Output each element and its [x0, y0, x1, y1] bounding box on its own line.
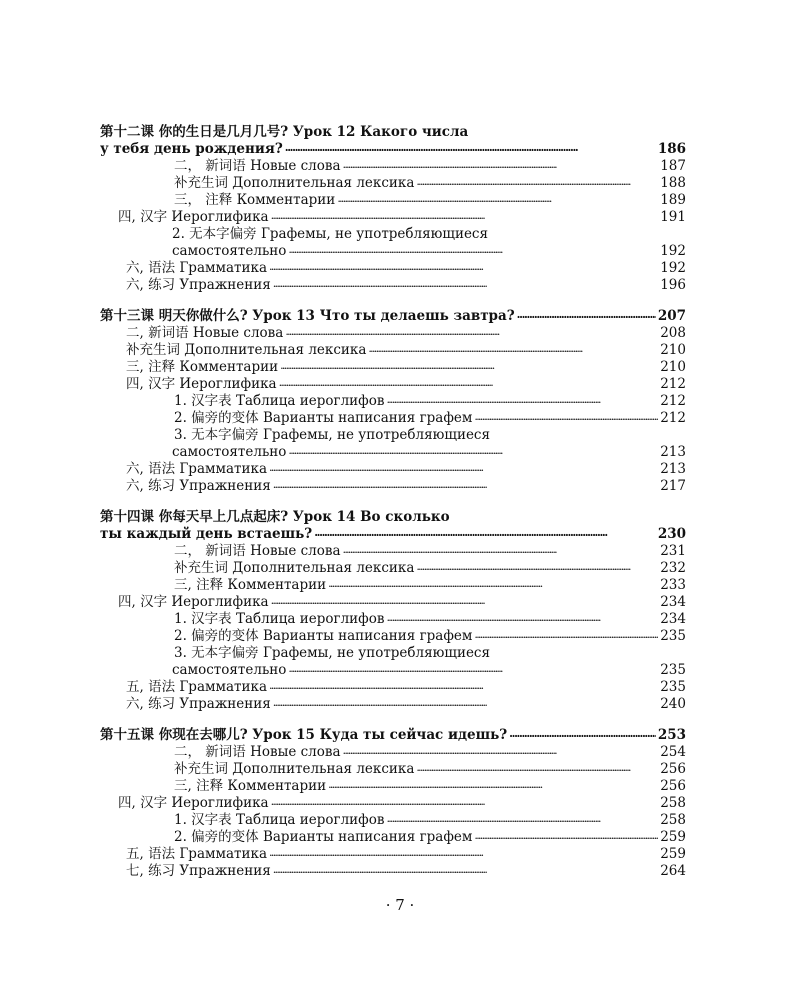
dot-leader [288, 243, 658, 255]
toc-entry-title: 三, 注释 Комментарии [174, 577, 327, 593]
toc-heading-row[interactable] [100, 308, 686, 325]
toc-entry-title: 二， 新词语 Новые слова [174, 158, 341, 174]
toc-entry-title: самостоятельно [172, 243, 287, 259]
dot-leader [273, 478, 658, 490]
toc-entry-row[interactable] [100, 243, 686, 260]
toc-entry-row[interactable] [100, 611, 686, 628]
dot-leader [328, 778, 658, 790]
toc-entry-title: 3. 无本字偏旁 Графемы, не употребляющиеся [174, 427, 491, 443]
toc-entry-row[interactable] [100, 696, 686, 713]
lesson-section [100, 124, 686, 294]
toc-entry-title: 三, 注释 Комментарии [126, 359, 279, 375]
dot-leader [288, 444, 658, 456]
dot-leader [288, 662, 658, 674]
toc-entry-row[interactable] [100, 478, 686, 495]
toc-entry-row[interactable] [100, 325, 686, 342]
toc-page-number: 210 [660, 359, 686, 375]
toc-page-number: 192 [660, 243, 686, 259]
toc-entry-row[interactable] [100, 577, 686, 594]
toc-page-number: 212 [660, 393, 686, 409]
toc-page-number: 234 [660, 611, 686, 627]
toc-entry-row[interactable] [100, 829, 686, 846]
toc-entry-row[interactable] [100, 226, 686, 243]
toc-entry-title: 五, 语法 Грамматика [126, 846, 268, 862]
toc-entry-title: 第十三课 明天你做什么? Урок 13 Что ты делаешь завтра? [100, 308, 515, 324]
toc-page-number: 259 [660, 829, 686, 845]
toc-entry-title: 第十五课 你现在去哪儿? Урок 15 Куда ты сейчас идешь? [100, 727, 508, 743]
toc-entry-row[interactable] [100, 778, 686, 795]
toc-entry-row[interactable] [100, 543, 686, 560]
toc-entry-title: 第十二课 你的生日是几月几号? Урок 12 Какого числа [100, 124, 469, 140]
toc-page-number: 264 [660, 863, 686, 879]
toc-entry-row[interactable] [100, 594, 686, 611]
toc-entry-title: 1. 汉字表 Таблица иероглифов [174, 812, 385, 828]
dot-leader [271, 594, 659, 606]
toc-entry-row[interactable] [100, 410, 686, 427]
toc-page-number: 254 [660, 744, 686, 760]
dot-leader [273, 277, 658, 289]
toc-page-number: 189 [660, 192, 686, 208]
toc-entry-title: 二， 新词语 Новые слова [174, 543, 341, 559]
toc-page-number: 259 [660, 846, 686, 862]
dot-leader [474, 628, 658, 640]
toc-page-number: 217 [660, 478, 686, 494]
toc-entry-row[interactable] [100, 209, 686, 226]
toc-entry-row[interactable] [100, 427, 686, 444]
toc-page-number: 258 [660, 795, 686, 811]
toc-page-number: 192 [660, 260, 686, 276]
toc-entry-title: 七, 练习 Упражнения [126, 863, 271, 879]
toc-entry-title: 三， 注释 Комментарии [174, 192, 336, 208]
toc-page-number: 188 [660, 175, 686, 191]
toc-entry-title: у тебя день рождения? [100, 141, 283, 157]
toc-entry-row[interactable] [100, 761, 686, 778]
toc-entry-title: 六, 练习 Упражнения [126, 696, 271, 712]
toc-entry-row[interactable] [100, 461, 686, 478]
dot-leader [368, 342, 658, 354]
toc-entry-title: 2. 偏旁的变体 Варианты написания графем [174, 628, 473, 644]
toc-entry-row[interactable] [100, 662, 686, 679]
dot-leader [273, 696, 658, 708]
toc-entry-row[interactable] [100, 679, 686, 696]
dot-leader [271, 209, 659, 221]
toc-entry-row[interactable] [100, 645, 686, 662]
dot-leader [314, 526, 656, 538]
toc-entry-title: 1. 汉字表 Таблица иероглифов [174, 611, 385, 627]
dot-leader [343, 158, 659, 170]
toc-entry-row[interactable] [100, 342, 686, 359]
toc-page-number: 235 [660, 679, 686, 695]
toc-entry-row[interactable] [100, 175, 686, 192]
toc-entry-row[interactable] [100, 795, 686, 812]
toc-heading-row[interactable] [100, 509, 686, 526]
toc-heading-row[interactable] [100, 727, 686, 744]
dot-leader [416, 761, 658, 773]
dot-leader [386, 393, 658, 405]
toc-entry-title: 四, 汉字 Иероглифика [118, 594, 269, 610]
dot-leader [474, 410, 658, 422]
dot-leader [269, 461, 658, 473]
dot-leader [285, 141, 656, 153]
toc-entry-title: 五, 语法 Грамматика [126, 679, 268, 695]
toc-page-number: 186 [657, 141, 686, 157]
toc-entry-row[interactable] [100, 444, 686, 461]
dot-leader [474, 829, 658, 841]
dot-leader [269, 846, 658, 858]
toc-page-number: 256 [660, 761, 686, 777]
dot-leader [271, 795, 659, 807]
toc-page-number: 230 [657, 526, 686, 542]
dot-leader [328, 577, 658, 589]
toc-page-number: 213 [660, 444, 686, 460]
toc-page-number: 231 [660, 543, 686, 559]
toc-entry-title: 补充生词 Дополнительная лексика [174, 761, 415, 777]
toc-entry-title: 二, 新词语 Новые слова [126, 325, 284, 341]
toc-page-number: 234 [660, 594, 686, 610]
dot-leader [273, 863, 658, 875]
toc-entry-row[interactable] [100, 158, 686, 175]
toc-page-number: 212 [660, 410, 686, 426]
toc-entry-row[interactable] [100, 260, 686, 277]
dot-leader [343, 543, 659, 555]
toc-entry-title: 补充生词 Дополнительная лексика [126, 342, 367, 358]
toc-entry-title: 第十四课 你每天早上几点起床? Урок 14 Во сколько [100, 509, 450, 525]
toc-page-number: 187 [660, 158, 686, 174]
dot-leader [386, 611, 658, 623]
toc-entry-title: 六, 语法 Грамматика [126, 461, 268, 477]
toc-entry-title: 补充生词 Дополнительная лексика [174, 560, 415, 576]
dot-leader [386, 812, 658, 824]
toc-page-number: 196 [660, 277, 686, 293]
toc-entry-row[interactable] [100, 393, 686, 410]
toc-heading-row[interactable] [100, 141, 686, 158]
dot-leader [416, 560, 658, 572]
toc-entry-title: 六, 练习 Упражнения [126, 478, 271, 494]
toc-page-number: 233 [660, 577, 686, 593]
toc-entry-row[interactable] [100, 863, 686, 880]
toc-page-number: 191 [660, 209, 686, 225]
toc-entry-title: 六, 语法 Грамматика [126, 260, 268, 276]
toc-page-number: 208 [660, 325, 686, 341]
toc-heading-row[interactable] [100, 124, 686, 141]
toc-entry-title: 补充生词 Дополнительная лексика [174, 175, 415, 191]
lesson-section [100, 727, 686, 880]
lesson-section [100, 509, 686, 713]
dot-leader [269, 260, 658, 272]
toc-entry-title: 二， 新词语 Новые слова [174, 744, 341, 760]
toc-entry-row[interactable] [100, 812, 686, 829]
toc-page-number: 207 [657, 308, 686, 324]
toc-entry-title: 四, 汉字 Иероглифика [126, 376, 277, 392]
toc-entry-title: 2. 无本字偏旁 Графемы, не употребляющиеся [172, 226, 489, 242]
toc-entry-title: 3. 无本字偏旁 Графемы, не употребляющиеся [174, 645, 491, 661]
toc-page-number: 253 [657, 727, 686, 743]
toc-entry-title: 1. 汉字表 Таблица иероглифов [174, 393, 385, 409]
toc-page-number: 256 [660, 778, 686, 794]
toc-entry-title: 2. 偏旁的变体 Варианты написания графем [174, 410, 473, 426]
toc-page-number: 235 [660, 628, 686, 644]
lesson-section [100, 308, 686, 495]
dot-leader [517, 308, 656, 320]
toc-entry-row[interactable] [100, 744, 686, 761]
toc-page-number: 213 [660, 461, 686, 477]
toc-entry-title: 三, 注释 Комментарии [174, 778, 327, 794]
toc-page-number: 240 [660, 696, 686, 712]
toc-entry-row[interactable] [100, 192, 686, 209]
toc-entry-row[interactable] [100, 560, 686, 577]
toc-heading-row[interactable] [100, 526, 686, 543]
toc-entry-title: 六, 练习 Упражнения [126, 277, 271, 293]
dot-leader [285, 325, 658, 337]
toc-entry-row[interactable] [100, 376, 686, 393]
toc-entry-row[interactable] [100, 846, 686, 863]
toc-page-number: 235 [660, 662, 686, 678]
toc-entry-title: самостоятельно [172, 444, 287, 460]
dot-leader [269, 679, 658, 691]
toc-page-number: 258 [660, 812, 686, 828]
table-of-contents [100, 124, 686, 894]
toc-page-number: 212 [660, 376, 686, 392]
toc-entry-row[interactable] [100, 359, 686, 376]
toc-entry-title: самостоятельно [172, 662, 287, 678]
toc-page-number: 232 [660, 560, 686, 576]
dot-leader [279, 376, 659, 388]
toc-entry-title: 四, 汉字 Иероглифика [118, 795, 269, 811]
toc-page-number: 210 [660, 342, 686, 358]
toc-entry-row[interactable] [100, 277, 686, 294]
page-number: · 7 · [385, 896, 415, 914]
dot-leader [343, 744, 659, 756]
toc-entry-title: 2. 偏旁的变体 Варианты написания графем [174, 829, 473, 845]
dot-leader [280, 359, 658, 371]
dot-leader [509, 727, 656, 739]
dot-leader [337, 192, 658, 204]
toc-entry-title: ты каждый день встаешь? [100, 526, 313, 542]
dot-leader [416, 175, 658, 187]
toc-entry-title: 四, 汉字 Иероглифика [118, 209, 269, 225]
toc-entry-row[interactable] [100, 628, 686, 645]
